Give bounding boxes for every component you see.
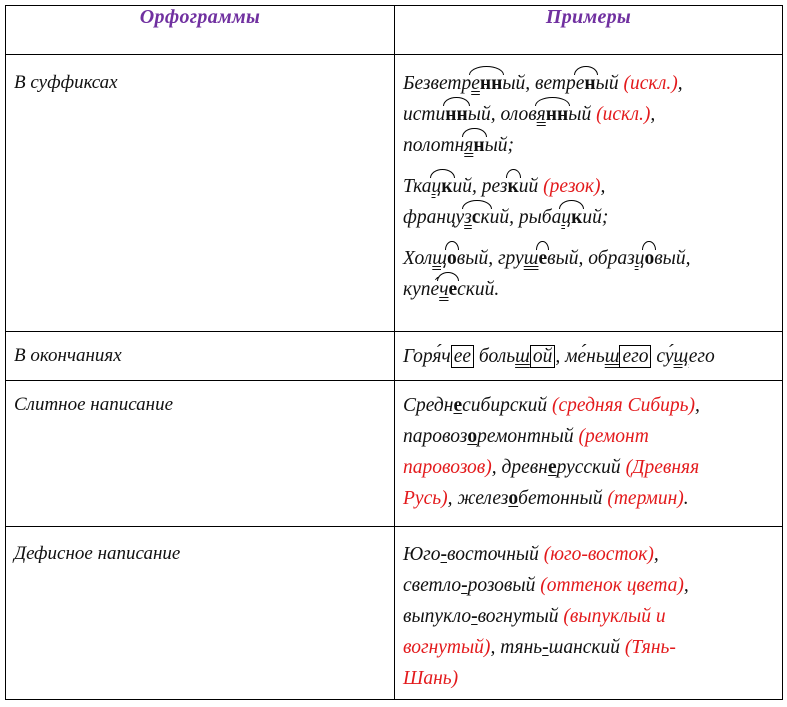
header-row <box>6 6 783 55</box>
table-row <box>6 55 783 332</box>
example-line: Ткацкий, резкий (резок), <box>395 171 782 202</box>
example-line: выпукло-вогнутый (выпуклый и <box>403 606 666 627</box>
examples-cell <box>395 332 783 381</box>
example-line: Холщовый, грушевый, образцовый, <box>395 243 782 274</box>
category-label: Дефисное написание <box>14 543 181 564</box>
header-examples: Примеры <box>395 6 783 55</box>
ending-box: ее <box>451 345 474 368</box>
category-label: В суффиксах <box>14 72 118 93</box>
category-cell <box>6 55 395 332</box>
examples-cell <box>395 381 783 527</box>
example-line: Среднесибирский (средняя Сибирь), <box>403 395 700 416</box>
example-line: купе́ческий. <box>395 274 782 305</box>
example-line: Безветренный, ветреный (искл.), <box>395 68 782 99</box>
example-line: светло-розовый (оттенок цвета), <box>403 575 689 596</box>
example-line: французский, рыбацкий; <box>395 202 782 233</box>
table-row <box>6 527 783 700</box>
category-label: В окончаниях <box>14 345 122 366</box>
examples-cell <box>395 527 783 700</box>
example-line: паровозов), древнерусский (Древняя <box>403 457 700 478</box>
ending-box: его <box>619 345 651 368</box>
example-line: паровозоремонтный (ремонт <box>403 426 649 447</box>
table-row <box>6 381 783 527</box>
category-cell <box>6 381 395 527</box>
example-line: вогнутый), тянь-шанский (Тянь- <box>403 637 676 658</box>
example-line: Горя́ч ее больш ой , ме́ньш его су́щего <box>403 346 715 367</box>
example-line: полотняный; <box>395 130 782 161</box>
example-line: Шань) <box>403 668 459 689</box>
example-line: Русь), железобетонный (термин). <box>403 488 689 509</box>
header-orthograms: Орфограммы <box>6 6 395 55</box>
example-line: истинный, оловянный (искл.), <box>395 99 782 130</box>
example-line: Юго-восточный (юго-восток), <box>403 544 659 565</box>
orthogram-table <box>5 5 783 700</box>
ending-box: ой <box>530 345 556 368</box>
examples-cell <box>395 55 783 332</box>
category-cell <box>6 332 395 381</box>
table-row <box>6 332 783 381</box>
category-cell <box>6 527 395 700</box>
category-label: Слитное написание <box>14 394 174 415</box>
